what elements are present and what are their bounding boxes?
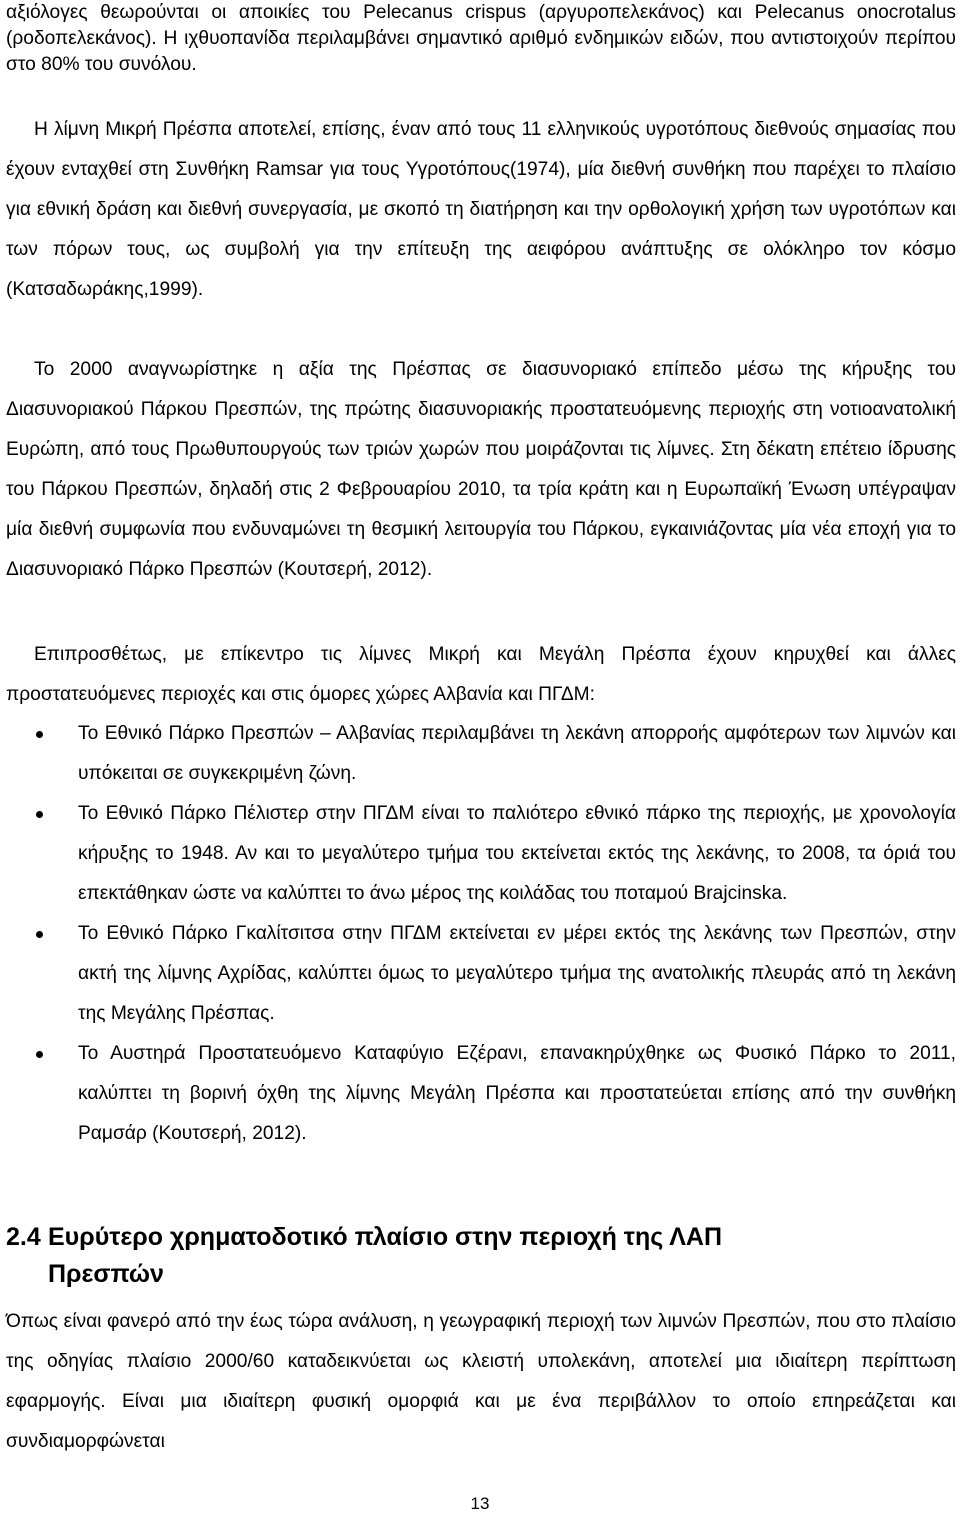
list-item-text: Το Εθνικό Πάρκο Πέλιστερ στην ΠΓΔΜ είναι το παλιότερο εθνικό πάρκο της περιοχής, με χρονολογία κήρυξης το 1948. Αν και το μεγαλύτερο τμήμα του εκτείνεται εκτός της λεκάνης, το 2008, τα όριά του επεκτάθηκαν ώστε να καλύπτει το άνω μέρος της κοιλάδας του ποταμού Brajcinska. bbox=[78, 803, 956, 904]
paragraph-prespa-basin: Όπως είναι φανερό από την έως τώρα ανάλυση, η γεωγραφική περιοχή των λιμνών Πρεσπών, που στο πλαίσιο της οδηγίας πλαίσιο 2000/60 καταδεικνύεται ως κλειστή υπολεκάνη, αποτελεί μια ιδιαίτερη περίπτωση εφαρμογής. Είναι μια ιδιαίτερη φυσική ομορφιά και με ένα περιβάλλον το οποίο επηρεάζεται και συνδιαμορφώνεται bbox=[6, 1311, 956, 1452]
protected-areas-list bbox=[6, 714, 956, 1154]
list-item-text: Το Εθνικό Πάρκο Γκαλίτσιτσα στην ΠΓΔΜ εκτείνεται εν μέρει εκτός της λεκάνης των Πρεσπών, στην ακτή της λίμνης Αχρίδας, καλύπτει όμως το μεγαλύτερο τμήμα της ανατολικής πλευράς από τη λεκάνη της Μεγάλης Πρέσπας. bbox=[78, 923, 956, 1024]
bullet-icon bbox=[36, 1051, 43, 1058]
section-title-line1: Ευρύτερο χρηματοδοτικό πλαίσιο στην περιοχή της ΛΑΠ bbox=[48, 1223, 723, 1251]
paragraph-transboundary-park: Το 2000 αναγνωρίστηκε η αξία της Πρέσπας σε διασυνοριακό επίπεδο μέσω της κήρυξης του Διασυνοριακού Πάρκου Πρεσπών, της πρώτης διασυνοριακής προστατευόμενης περιοχής στη νοτιοανατολική Ευρώπη, από τους Πρωθυπουργούς των τριών χωρών που μοιράζονται τις λίμνες. Στη δέκατη επέτειο ίδρυσης του Πάρκου Πρεσπών, δηλαδή στις 2 Φεβρουαρίου 2010, τα τρία κράτη και η Ευρωπαϊκή Ένωση υπέγραψαν μία διεθνή συμφωνία που ενδυναμώνει τη θεσμική λειτουργία του Πάρκου, εγκαινιάζοντας μία νέα εποχή για το Διασυνοριακό Πάρκο Πρεσπών (Κουτσερή, 2012). bbox=[6, 359, 956, 580]
paragraph-ramsar: Η λίμνη Μικρή Πρέσπα αποτελεί, επίσης, έναν από τους 11 ελληνικούς υγροτόπους διεθνούς σημασίας που έχουν ενταχθεί στη Συνθήκη Ramsar για τους Υγροτόπους(1974), μία διεθνή συνθήκη που παρέχει το πλαίσιο για εθνική δράση και διεθνή συνεργασία, με σκοπό τη διατήρηση και την ορθολογική χρήση των υγροτόπων και των πόρων τους, ως συμβολή για την επίτευξη της αειφόρου ανάπτυξης σε ολόκληρο τον κόσμο (Κατσαδωράκης,1999). bbox=[6, 119, 956, 300]
section-number: 2.4 bbox=[6, 1223, 41, 1251]
page-number: 13 bbox=[470, 1494, 490, 1513]
paragraph-intro: αξιόλογες θεωρούνται οι αποικίες του Pelecanus crispus (αργυροπελεκάνος) και Pelecanus onocrotalus (ροδοπελεκάνος). Η ιχθυοπανίδα περιλαμβάνει σημαντικό αριθμό ενδημικών ειδών, που αντιστοιχούν περίπου στο 80% του συνόλου. bbox=[6, 2, 956, 75]
bullet-icon bbox=[36, 811, 43, 818]
list-item-text: Το Αυστηρά Προστατευόμενο Καταφύγιο Εζέρανι, επανακηρύχθηκε ως Φυσικό Πάρκο το 2011, καλύπτει τη βορινή όχθη της λίμνης Μεγάλη Πρέσπα και προστατεύεται επίσης από την συνθήκη Ραμσάρ (Κουτσερή, 2012). bbox=[78, 1043, 956, 1144]
section-heading bbox=[6, 1219, 906, 1293]
paragraph-protected-areas: Επιπροσθέτως, με επίκεντρο τις λίμνες Μικρή και Μεγάλη Πρέσπα έχουν κηρυχθεί και άλλες προστατευόμενες περιοχές και στις όμορες χώρες Αλβανία και ΠΓΔΜ: bbox=[6, 644, 956, 705]
list-item bbox=[6, 1034, 956, 1154]
bullet-icon bbox=[36, 931, 43, 938]
section-title-line2: Πρεσπών bbox=[48, 1260, 164, 1288]
list-item bbox=[6, 794, 956, 914]
bullet-icon bbox=[36, 731, 43, 738]
list-item-text: Το Εθνικό Πάρκο Πρεσπών – Αλβανίας περιλαμβάνει τη λεκάνη απορροής αμφότερων των λιμνών και υπόκειται σε συγκεκριμένη ζώνη. bbox=[78, 723, 956, 784]
list-item bbox=[6, 714, 956, 794]
list-item bbox=[6, 914, 956, 1034]
